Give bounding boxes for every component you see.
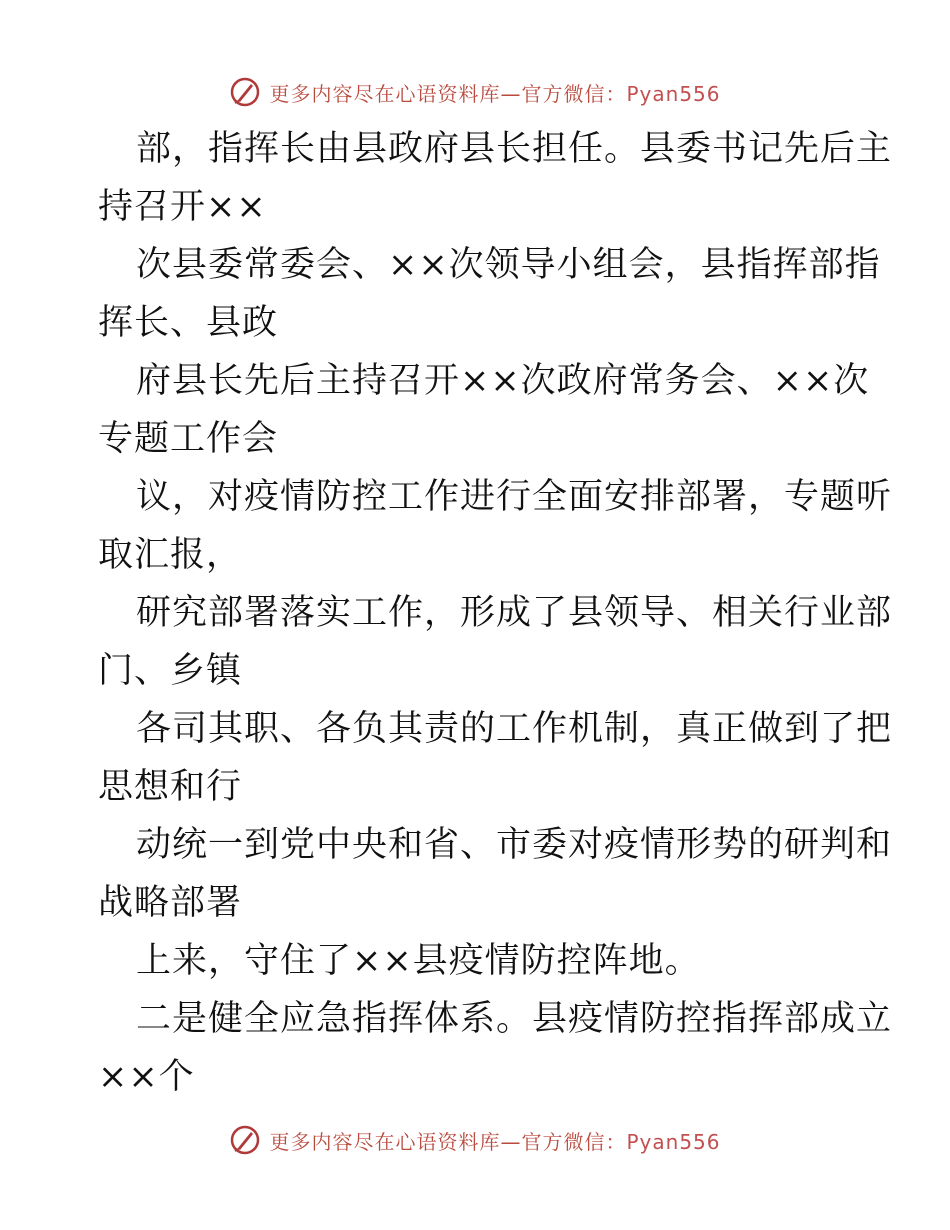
banner-text: [269, 78, 720, 107]
quill-logo-icon: [229, 1124, 261, 1156]
body-line: 挥长、县政: [98, 303, 279, 343]
quill-logo-icon: [229, 76, 261, 108]
body-line: 研究部署落实工作，形成了县领导、相关行业部: [136, 593, 893, 633]
body-line: 各司其职、各负其责的工作机制，真正做到了把: [136, 709, 893, 749]
body-line: 上来，守住了××县疫情防控阵地。: [136, 941, 701, 981]
header-banner: [0, 72, 950, 112]
body-line: 动统一到党中央和省、市委对疫情形势的研判和: [136, 825, 893, 865]
body-line: 取汇报，: [98, 535, 243, 575]
banner-wechat-id: Pyan556: [626, 1129, 721, 1154]
body-line: 持召开××: [98, 187, 267, 227]
body-line: 二是健全应急指挥体系。县疫情防控指挥部成立: [136, 999, 893, 1039]
body-line: 部，指挥长由县政府县长担任。县委书记先后主: [136, 129, 893, 169]
body-line: 府县长先后主持召开××次政府常务会、××次: [136, 361, 870, 401]
body-line: 门、乡镇: [98, 651, 243, 691]
body-line: 议，对疫情防控工作进行全面安排部署，专题听: [136, 477, 893, 517]
body-line: 次县委常委会、××次领导小组会，县指挥部指: [136, 245, 881, 285]
banner-text: [269, 1126, 720, 1155]
banner-site-text: 更多内容尽在心语资料库—官方微信：: [269, 1129, 627, 1154]
body-line: 战略部署: [98, 883, 243, 923]
body-line: ××个: [98, 1057, 195, 1097]
body-line: 思想和行: [98, 767, 243, 807]
footer-banner: [0, 1120, 950, 1160]
banner-site-text: 更多内容尽在心语资料库—官方微信：: [269, 81, 627, 106]
body-line: 专题工作会: [98, 419, 279, 459]
banner-wechat-id: Pyan556: [626, 81, 721, 106]
